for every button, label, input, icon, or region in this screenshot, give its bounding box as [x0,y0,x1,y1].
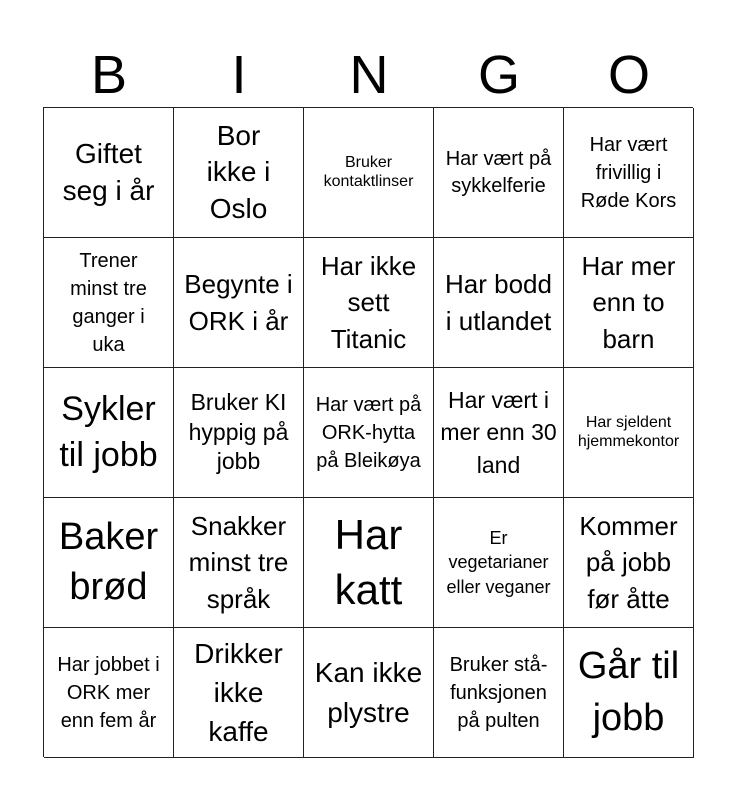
bingo-cell[interactable]: Har vært på ORK-hytta på Bleikøya [304,368,434,498]
bingo-cell[interactable]: Drikker ikke kaffe [174,628,304,758]
bingo-cell[interactable]: Har mer enn to barn [564,238,694,368]
title-letter-b: B [90,45,128,105]
title-letter-i: I [231,45,247,105]
bingo-cell[interactable]: Går til jobb [564,628,694,758]
bingo-cell[interactable]: Er vegetarianer eller veganer [434,498,564,628]
bingo-cell[interactable]: Har vært på sykkelferie [434,108,564,238]
title-letter-o: O [607,45,650,105]
bingo-cell[interactable]: Trener minst tre ganger i uka [44,238,174,368]
bingo-cell[interactable]: Har ikke sett Titanic [304,238,434,368]
bingo-cell[interactable]: Bor ikke i Oslo [174,108,304,238]
bingo-cell[interactable]: Kan ikke plystre [304,628,434,758]
bingo-cell[interactable]: Kommer på jobb før åtte [564,498,694,628]
title-letter-n: N [349,45,389,105]
bingo-cell[interactable]: Har vært frivillig i Røde Kors [564,108,694,238]
bingo-cell[interactable]: Har sjeldent hjemmekontor [564,368,694,498]
bingo-board [43,107,693,757]
bingo-cell[interactable]: Sykler til jobb [44,368,174,498]
bingo-cell[interactable]: Begynte i ORK i år [174,238,304,368]
bingo-cell[interactable]: Bruker KI hyppig på jobb [174,368,304,498]
bingo-cell[interactable]: Har jobbet i ORK mer enn fem år [44,628,174,758]
bingo-cell[interactable]: Har katt [304,498,434,628]
bingo-cell[interactable]: Baker brød [44,498,174,628]
bingo-cell[interactable]: Snakker minst tre språk [174,498,304,628]
bingo-cell[interactable]: Har bodd i utlandet [434,238,564,368]
bingo-title [44,42,694,108]
bingo-cell[interactable]: Bruker stå-funksjonen på pulten [434,628,564,758]
bingo-cell[interactable]: Giftet seg i år [44,108,174,238]
title-letter-g: G [477,45,520,105]
bingo-cell[interactable]: Har vært i mer enn 30 land [434,368,564,498]
bingo-cell[interactable]: Bruker kontaktlinser [304,108,434,238]
